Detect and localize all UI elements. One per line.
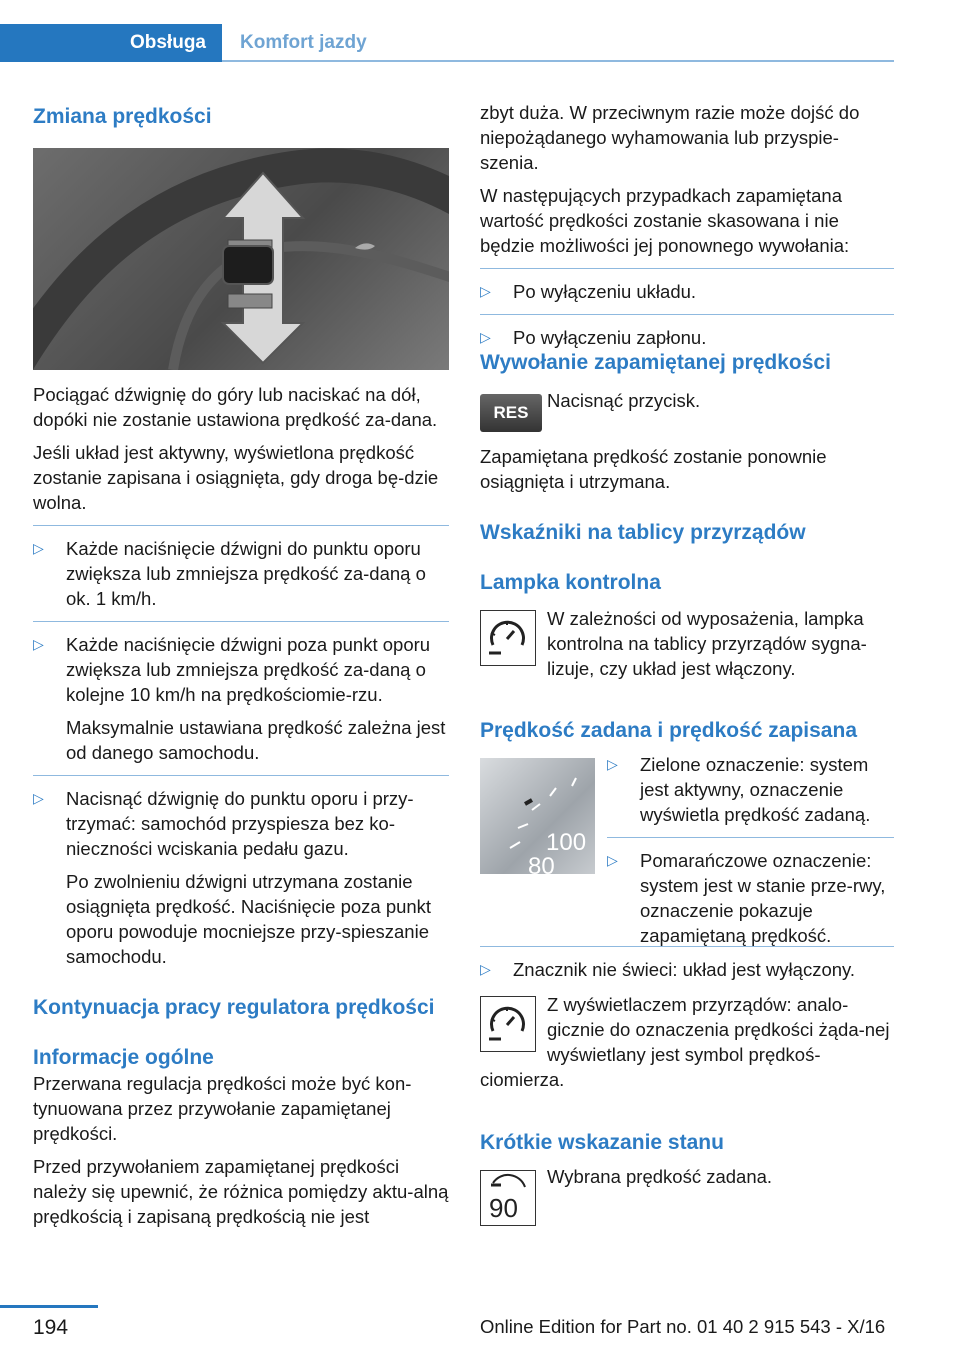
paragraph-active-save: Jeśli układ jest aktywny, wyświetlona prędkość zostanie zapisana i osiągnięta, gdy droga bę‐dzie wolna. xyxy=(33,442,439,513)
speedometer-photo xyxy=(480,758,595,874)
paragraph-selected-speed: Wybrana prędkość zadana. xyxy=(547,1166,773,1187)
triangle-bullet-icon: ▷ xyxy=(33,540,44,556)
list-item-text: Każde naciśnięcie dźwigni poza punkt oporu zwiększa lub zmniejsza prędkość za‐daną o kolejne 10 km/h na prędkościomie‐rzu. xyxy=(66,634,431,705)
divider xyxy=(480,268,894,269)
speedometer-symbol-icon xyxy=(480,996,536,1052)
list-item-text: Nacisnąć dźwignię do punktu oporu i przy‐trzymać: samochód przyspiesza bez ko‐nieczności wciskania pedału gazu. xyxy=(66,788,414,859)
heading-recall: Wywołanie zapamiętanej prędkości xyxy=(480,351,831,374)
heading-indicators: Wskaźniki na tablicy przyrządów xyxy=(480,521,806,544)
triangle-bullet-icon: ▷ xyxy=(607,756,618,772)
paragraph-erased-cases: W następujących przypadkach zapamiętana wartość prędkości zostanie skasowana i nie będzie możliwości jej ponownego wywołania: xyxy=(480,185,850,256)
speed-marker-list xyxy=(607,752,894,948)
list-item xyxy=(33,632,449,707)
paragraph-interrupt: Przerwana regulacja prędkości może być kon‐tynuowana przez przywołanie zapamiętanej prędkości. xyxy=(33,1073,412,1144)
list-item-note: Po zwolnieniu dźwigni utrzymana zostanie osiągnięta prędkość. Naciśnięcie poza punkt oporu powoduje mocniejsze przy‐spieszanie samochodu. xyxy=(66,871,432,967)
icon-90-label: 90 xyxy=(489,1193,518,1223)
page-header xyxy=(0,0,960,64)
divider xyxy=(33,525,449,526)
divider xyxy=(607,837,894,838)
paragraph-analog-display-end: ciomierza. xyxy=(480,1069,565,1090)
page-number: 194 xyxy=(33,1316,69,1339)
tab-komfort-jazdy[interactable]: Komfort jazdy xyxy=(240,32,367,53)
triangle-bullet-icon: ▷ xyxy=(33,790,44,806)
list-item-text: Po wyłączeniu układu. xyxy=(513,281,697,302)
press-button-text: Nacisnąć przycisk. xyxy=(547,390,701,411)
cruise-control-lamp-icon xyxy=(480,610,536,666)
divider xyxy=(33,775,449,776)
divider xyxy=(480,314,894,315)
heading-short-status: Krótkie wskazanie stanu xyxy=(480,1131,724,1154)
paragraph-reached-again: Zapamiętana prędkość zostanie ponownie osiągnięta i utrzymana. xyxy=(480,446,827,492)
res-button-image: RES xyxy=(480,394,542,432)
triangle-bullet-icon: ▷ xyxy=(480,329,491,345)
speedo-number-100: 100 xyxy=(546,829,587,856)
list-item xyxy=(33,786,449,861)
divider xyxy=(33,621,449,622)
heading-speed-set-saved: Prędkość zadana i prędkość zapisana xyxy=(480,719,857,742)
heading-continue: Kontynuacja pracy regulatora prędkości xyxy=(33,996,435,1019)
paragraph-too-large: zbyt duża. W przeciwnym razie może dojść do niepożądanego wyhamowania lub przyspie‐szenia. xyxy=(480,102,860,173)
paragraph-lever: Pociągać dźwignię do góry lub naciskać na dół, dopóki nie zostanie ustawiona prędkość za‐dana. xyxy=(33,384,438,430)
list-item xyxy=(480,325,894,350)
steering-lever-illustration xyxy=(33,148,449,370)
heading-speed-change: Zmiana prędkości xyxy=(33,105,212,128)
divider xyxy=(480,946,894,947)
tab-obsluga[interactable]: Obsługa xyxy=(0,24,222,62)
heading-general-info: Informacje ogólne xyxy=(33,1046,214,1069)
triangle-bullet-icon: ▷ xyxy=(607,852,618,868)
left-column xyxy=(33,100,449,1237)
list-item-text: Każde naciśnięcie dźwigni do punktu oporu zwiększa lub zmniejsza prędkość za‐daną o ok. 1 km/h. xyxy=(66,538,426,609)
set-speed-90-icon xyxy=(480,1170,536,1226)
list-item-text: Po wyłączeniu zapłonu. xyxy=(513,327,707,348)
list-item-text: Zielone oznaczenie: system jest aktywny, oznaczenie wyświetla prędkość zadaną. xyxy=(640,754,871,825)
triangle-bullet-icon: ▷ xyxy=(480,961,491,977)
paragraph-before-recall: Przed przywołaniem zapamiętanej prędkości należy się upewnić, że różnica pomiędzy aktu‐alną prędkością i zapisaną prędkością nie jest xyxy=(33,1156,449,1227)
list-item xyxy=(607,752,894,827)
list-item xyxy=(607,848,894,948)
list-item xyxy=(33,536,449,611)
list-item-note: Maksymalnie ustawiana prędkość zależna jest od danego samochodu. xyxy=(66,717,446,763)
list-item xyxy=(480,957,894,982)
footer-accent-line xyxy=(0,1305,98,1308)
edition-info: Online Edition for Part no. 01 40 2 915 543 - X/16 xyxy=(480,1316,886,1337)
header-divider xyxy=(222,60,894,62)
list-item-text: Pomarańczowe oznaczenie: system jest w stanie prze‐rwy, oznaczenie pokazuje zapamiętaną prędkość. xyxy=(640,850,886,946)
marker-off-item xyxy=(480,936,894,982)
heading-control-lamp: Lampka kontrolna xyxy=(480,571,661,594)
right-column xyxy=(480,100,894,1280)
paragraph-analog-display: Z wyświetlaczem przyrządów: analo‐gicznie do oznaczenia prędkości żąda‐nej wyświetlany jest symbol prędkoś‐ xyxy=(547,994,890,1065)
steering-lever-photo xyxy=(33,148,449,370)
triangle-bullet-icon: ▷ xyxy=(33,636,44,652)
triangle-bullet-icon: ▷ xyxy=(480,283,491,299)
speedo-number-80: 80 xyxy=(528,853,555,874)
list-item xyxy=(480,279,894,304)
list-item-text: Znacznik nie świeci: układ jest wyłączony. xyxy=(513,959,856,980)
paragraph-lamp: W zależności od wyposażenia, lampka kontrolna na tablicy przyrządów sygna‐lizuje, czy układ jest włączony. xyxy=(547,608,867,679)
